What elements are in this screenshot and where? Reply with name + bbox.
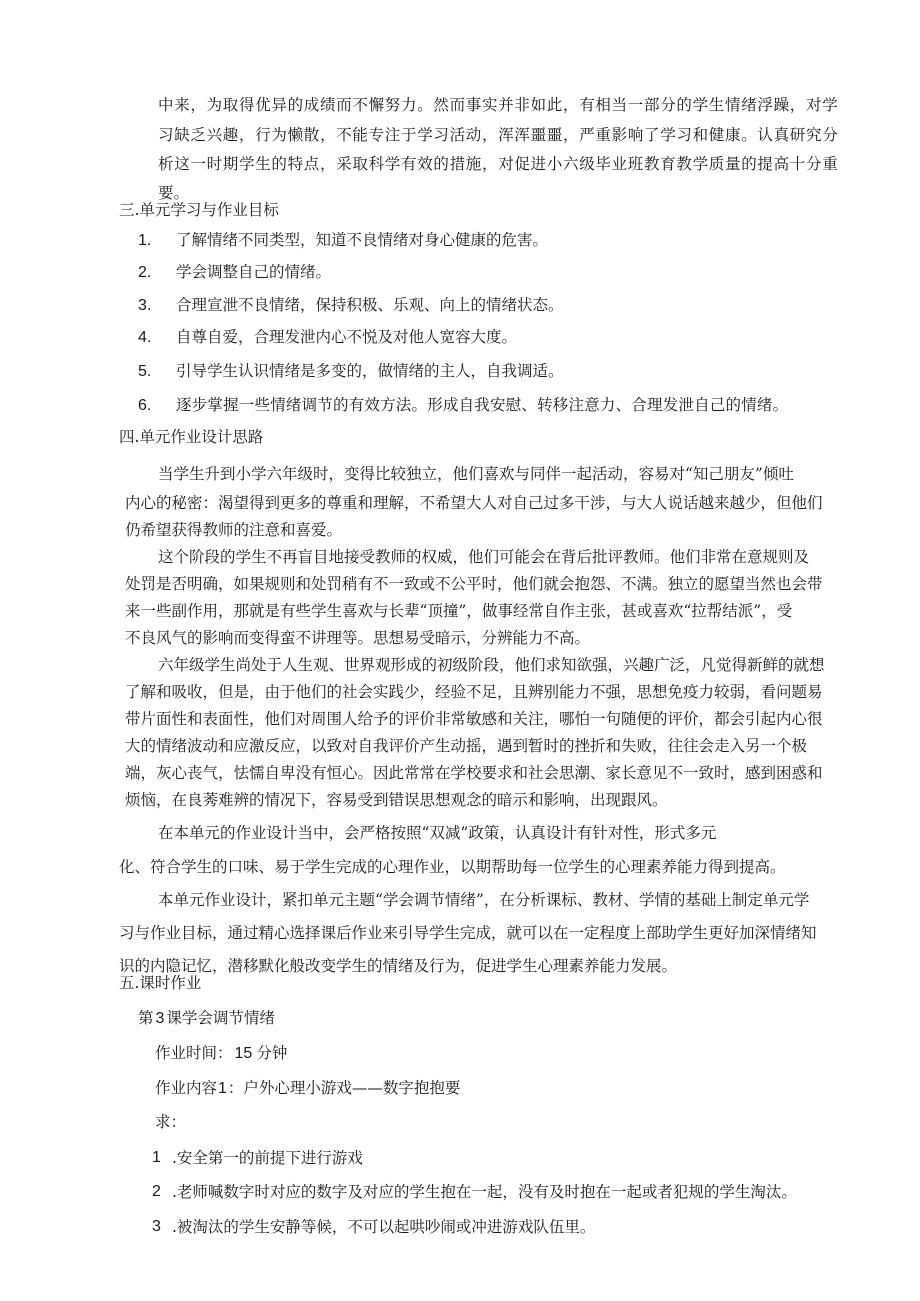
goal-text: 逐步掌握一些情绪调节的有效方法。形成自我安慰、转移注意力、合理发泄自己的情绪。 [176,396,789,414]
rule-text: .被淘汰的学生安静等候，不可以起哄吵闹或冲进游戏队伍里。 [172,1218,596,1236]
goal-text: 了解情绪不同类型，知道不良情绪对身心健康的危害。 [176,231,549,249]
intro-line: 中来，为取得优异的成绩而不懈努力。然而事实并非如此，有相当一部分的学生情绪浮躁，对学 [158,96,839,114]
homework-time-unit: 分钟 [256,1044,288,1062]
goal-number: 4. [138,329,152,346]
lesson-number: 3 [155,1010,165,1027]
para-line: 在本单元的作业设计当中，会严格按照“双减”政策，认真设计有针对性，形式多元 [158,824,717,842]
goal-text: 自尊自爱，合理发泄内心不悦及对他人宽容大度。 [176,328,518,346]
rule-number: 2 [152,1183,161,1200]
para-line: 了解和吸收，但是，由于他们的社会实践少，经验不足，且辨别能力不强，思想免疫力较弱，看问题易 [125,683,823,701]
requirement-label: 求： [155,1113,187,1131]
section-5-heading: 五.课时作业 [119,974,202,992]
para-line: 本单元作业设计，紧扣单元主题“学会调节情绪”，在分析课标、教材、学情的基础上制定单元学 [158,891,810,909]
goal-number: 3. [138,297,152,314]
goal-number: 2. [138,264,152,281]
homework-content [155,1081,460,1097]
para-line: 不良风气的影响而变得蛮不讲理等。思想易受暗示，分辨能力不高。 [125,629,591,647]
goal-number: 1. [138,232,152,249]
homework-time [155,1046,287,1062]
homework-content-number: 1 [218,1080,227,1097]
lesson-title [138,1011,275,1027]
para-line: 六年级学生尚处于人生观、世界观形成的初级阶段，他们求知欲强，兴趣广泛，凡觉得新鲜的就想 [158,656,825,674]
goal-text: 合理宣泄不良情绪，保持积极、乐观、向上的情绪状态。 [176,296,564,314]
intro-line: 析这一时期学生的特点，采取科学有效的措施，对促进小六级毕业班教育教学质量的提高十分重 [158,155,839,173]
homework-time-value: 15 [234,1045,253,1062]
rule-text: .老师喊数字时对应的数字及对应的学生抱在一起，没有及时抱在一起或者犯规的学生淘汰。 [172,1183,797,1201]
para-line: 来一些副作用，那就是有些学生喜欢与长辈“顶撞”，做事经常自作主张，甚或喜欢“拉帮结派”，受 [125,602,793,620]
homework-content-text: ：户外心理小游戏——数字抱抱要 [227,1079,461,1097]
rule-number: 1 [152,1149,161,1166]
para-line: 仍希望获得教师的注意和喜爱。 [125,521,343,539]
para-line: 端，灰心丧气，怯懦自卑没有恒心。因此常常在学校要求和社会思潮、家长意见不一致时，感到困惑和 [125,764,823,782]
rule-number: 3 [152,1218,161,1235]
para-line: 化、符合学生的口味、易于学生完成的心理作业，以期帮助每一位学生的心理素养能力得到提高。 [119,858,786,876]
para-line: 大的情绪波动和应激反应，以致对自我评价产生动摇，遇到暂时的挫折和失败，往往会走入另一个极 [125,737,808,755]
intro-line: 习缺乏兴趣，行为懒散，不能专注于学习活动，浑浑噩噩，严重影响了学习和健康。认真研究分 [158,126,839,144]
lesson-prefix: 第 [138,1009,154,1027]
para-line: 当学生升到小学六年级时，变得比较独立，他们喜欢与同伴一起活动，容易对“知己朋友”倾吐 [158,465,794,483]
goal-text: 学会调整自己的情绪。 [176,263,332,281]
lesson-name: 课学会调节情绪 [166,1009,275,1027]
goal-number: 5. [138,363,152,380]
homework-time-label: 作业时间： [155,1044,233,1062]
goal-number: 6. [138,397,152,414]
section-4-heading: 四.单元作业设计思路 [119,428,264,446]
para-line: 这个阶段的学生不再盲目地接受教师的权威，他们可能会在背后批评教师。他们非常在意规则及 [158,548,810,566]
para-line: 识的内隐记忆，潜移默化般改变学生的情绪及行为，促进学生心理素养能力发展。 [119,957,678,975]
para-line: 处罚是否明确，如果规则和处罚稍有不一致或不公平时，他们就会抱怨、不满。独立的愿望当然也会带 [125,575,823,593]
rule-text: .安全第一的前提下进行游戏 [172,1149,363,1167]
section-3-heading: 三.单元学习与作业目标 [119,201,279,219]
para-line: 带片面性和表面性，他们对周围人给予的评价非常敏感和关注，哪怕一句随便的评价，都会引起内心很 [125,710,823,728]
para-line: 烦恼，在良莠难辨的情况下，容易受到错误思想观念的暗示和影响，出现跟风。 [125,791,668,809]
para-line: 习与作业目标，通过精心选择课后作业来引导学生完成，就可以在一定程度上部助学生更好加深情绪知 [119,924,817,942]
goal-text: 引导学生认识情绪是多变的，做情绪的主人，自我调适。 [176,362,564,380]
para-line: 内心的秘密：渴望得到更多的尊重和理解，不希望大人对自己过多干涉，与大人说话越来越少，但他们 [125,494,823,512]
homework-content-label: 作业内容 [155,1079,218,1097]
intro-line: 要。 [158,184,190,202]
